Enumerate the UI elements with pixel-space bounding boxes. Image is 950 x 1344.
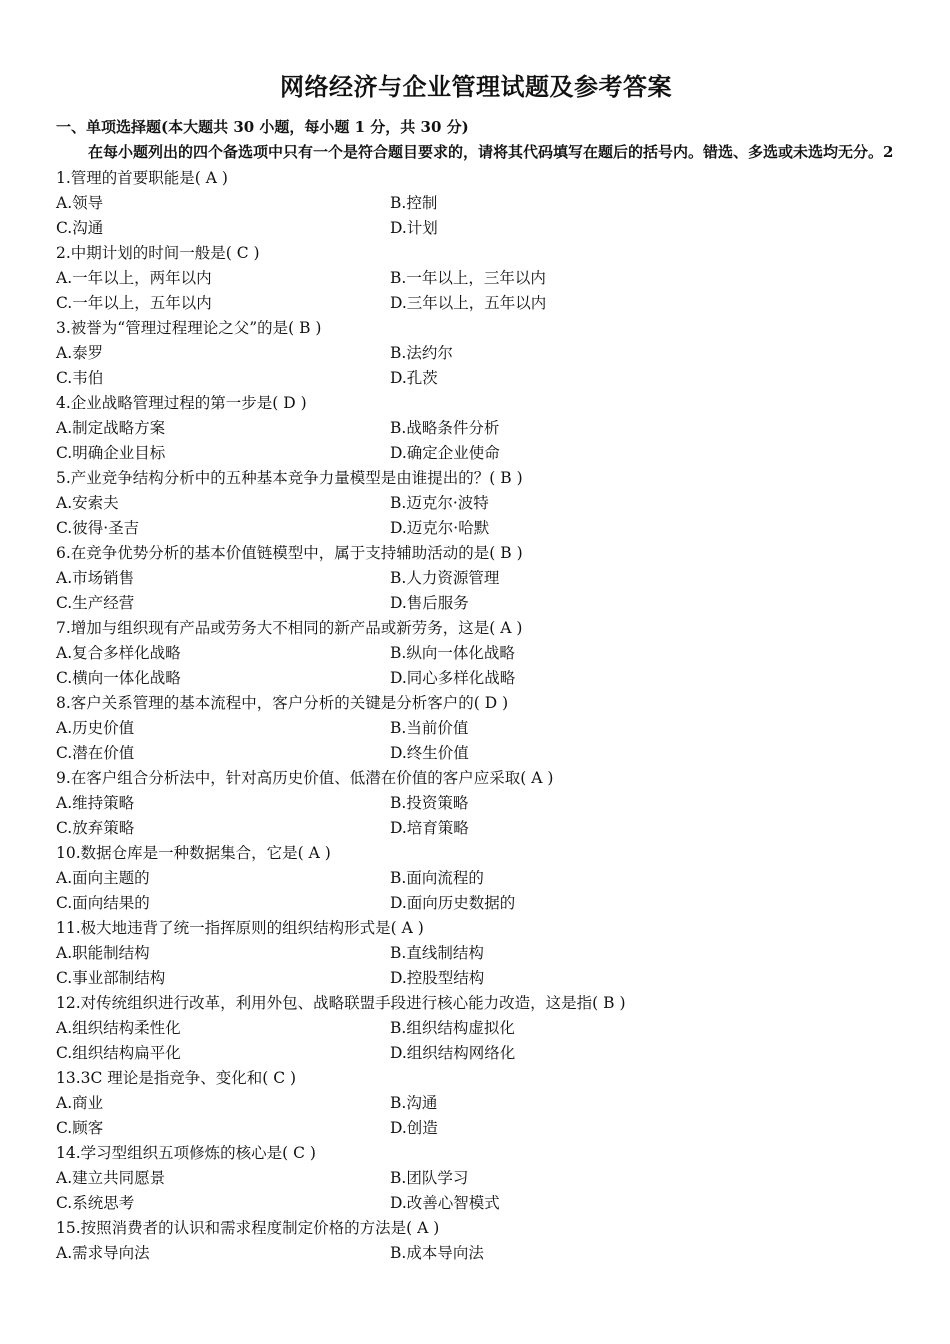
option-row xyxy=(56,441,896,466)
section-heading: 一、单项选择题(本大题共 30 小题，每小题 1 分，共 30 分) xyxy=(56,118,469,136)
option-row xyxy=(56,891,896,916)
option-b: B.团队学习 xyxy=(390,1169,469,1187)
option-row xyxy=(56,816,896,841)
option-row xyxy=(56,341,896,366)
option-b: B.成本导向法 xyxy=(390,1244,484,1262)
option-b: B.迈克尔·波特 xyxy=(390,494,489,512)
option-c: C.系统思考 xyxy=(56,1194,135,1212)
option-a: A.历史价值 xyxy=(56,719,135,737)
option-row xyxy=(56,1166,896,1191)
option-row xyxy=(56,866,896,891)
question-text: 10.数据仓库是一种数据集合，它是( A ) xyxy=(56,844,331,862)
question-item xyxy=(56,466,896,541)
option-d: D.三年以上，五年以内 xyxy=(390,294,547,312)
option-b: B.沟通 xyxy=(390,1094,438,1112)
option-c: C.一年以上，五年以内 xyxy=(56,294,212,312)
option-row xyxy=(56,591,896,616)
option-c: C.韦伯 xyxy=(56,369,104,387)
option-b: B.战略条件分析 xyxy=(390,419,500,437)
option-row xyxy=(56,741,896,766)
option-c: C.放弃策略 xyxy=(56,819,135,837)
option-a: A.制定战略方案 xyxy=(56,419,166,437)
option-b: B.面向流程的 xyxy=(390,869,484,887)
option-row xyxy=(56,491,896,516)
option-a: A.职能制结构 xyxy=(56,944,150,962)
document-title: 网络经济与企业管理试题及参考答案 xyxy=(280,72,672,101)
question-text: 8.客户关系管理的基本流程中，客户分析的关键是分析客户的( D ) xyxy=(56,694,509,712)
option-row xyxy=(56,266,896,291)
option-c: C.沟通 xyxy=(56,219,104,237)
option-c: C.明确企业目标 xyxy=(56,444,166,462)
option-a: A.组织结构柔性化 xyxy=(56,1019,181,1037)
option-a: A.面向主题的 xyxy=(56,869,150,887)
option-row xyxy=(56,516,896,541)
option-row xyxy=(56,416,896,441)
option-d: D.组织结构网络化 xyxy=(390,1044,516,1062)
option-c: C.彼得·圣吉 xyxy=(56,519,140,537)
option-b: B.直线制结构 xyxy=(390,944,484,962)
option-d: D.计划 xyxy=(390,219,438,237)
option-c: C.顾客 xyxy=(56,1119,104,1137)
question-item xyxy=(56,316,896,391)
option-b: B.组织结构虚拟化 xyxy=(390,1019,515,1037)
option-c: C.生产经营 xyxy=(56,594,135,612)
option-row xyxy=(56,566,896,591)
option-a: A.市场销售 xyxy=(56,569,135,587)
question-item xyxy=(56,241,896,316)
question-text: 14.学习型组织五项修炼的核心是( C ) xyxy=(56,1144,316,1162)
option-row xyxy=(56,366,896,391)
option-row xyxy=(56,191,896,216)
question-text: 3.被誉为“管理过程理论之父”的是( B ) xyxy=(56,319,322,337)
option-c: C.事业部制结构 xyxy=(56,969,166,987)
option-c: C.潜在价值 xyxy=(56,744,135,762)
option-d: D.确定企业使命 xyxy=(390,444,500,462)
question-item xyxy=(56,1066,896,1141)
question-text: 15.按照消费者的认识和需求程度制定价格的方法是( A ) xyxy=(56,1219,440,1237)
option-row xyxy=(56,1241,896,1266)
option-a: A.需求导向法 xyxy=(56,1244,150,1262)
question-item xyxy=(56,1216,896,1266)
question-text: 7.增加与组织现有产品或劳务大不相同的新产品或新劳务，这是( A ) xyxy=(56,619,523,637)
option-c: C.面向结果的 xyxy=(56,894,150,912)
option-row xyxy=(56,716,896,741)
question-text: 13.3C 理论是指竞争、变化和( C ) xyxy=(56,1069,297,1087)
option-a: A.安索夫 xyxy=(56,494,119,512)
question-text: 11.极大地违背了统一指挥原则的组织结构形式是( A ) xyxy=(56,919,424,937)
question-item xyxy=(56,841,896,916)
question-item xyxy=(56,916,896,991)
option-row xyxy=(56,1116,896,1141)
option-d: D.面向历史数据的 xyxy=(390,894,516,912)
option-c: C.组织结构扁平化 xyxy=(56,1044,181,1062)
option-a: A.领导 xyxy=(56,194,104,212)
question-text: 12.对传统组织进行改革，利用外包、战略联盟手段进行核心能力改造，这是指( B ) xyxy=(56,994,626,1012)
question-text: 5.产业竞争结构分析中的五种基本竞争力量模型是由谁提出的？( B ) xyxy=(56,469,523,487)
option-row xyxy=(56,216,896,241)
option-row xyxy=(56,1016,896,1041)
question-text: 4.企业战略管理过程的第一步是( D ) xyxy=(56,394,307,412)
option-a: A.商业 xyxy=(56,1094,104,1112)
option-row xyxy=(56,641,896,666)
option-a: A.泰罗 xyxy=(56,344,104,362)
option-b: B.法约尔 xyxy=(390,344,453,362)
question-item xyxy=(56,616,896,691)
option-d: D.终生价值 xyxy=(390,744,469,762)
question-item xyxy=(56,541,896,616)
option-d: D.控股型结构 xyxy=(390,969,485,987)
question-list xyxy=(56,166,896,1266)
option-b: B.一年以上，三年以内 xyxy=(390,269,546,287)
question-item xyxy=(56,391,896,466)
section-instructions: 在每小题列出的四个备选项中只有一个是符合题目要求的，请将其代码填写在题后的括号内。错选、多选或未选均无分。2 xyxy=(88,143,894,161)
question-item xyxy=(56,1141,896,1216)
option-row xyxy=(56,1041,896,1066)
option-d: D.改善心智模式 xyxy=(390,1194,500,1212)
question-text: 2.中期计划的时间一般是( C ) xyxy=(56,244,260,262)
option-b: B.人力资源管理 xyxy=(390,569,500,587)
option-a: A.一年以上，两年以内 xyxy=(56,269,212,287)
question-item xyxy=(56,766,896,841)
option-b: B.当前价值 xyxy=(390,719,469,737)
option-a: A.复合多样化战略 xyxy=(56,644,181,662)
option-row xyxy=(56,1191,896,1216)
option-b: B.纵向一体化战略 xyxy=(390,644,515,662)
question-text: 6.在竞争优势分析的基本价值链模型中，属于支持辅助活动的是( B ) xyxy=(56,544,523,562)
option-d: D.孔茨 xyxy=(390,369,438,387)
option-d: D.售后服务 xyxy=(390,594,469,612)
option-b: B.控制 xyxy=(390,194,438,212)
option-d: D.创造 xyxy=(390,1119,438,1137)
option-d: D.同心多样化战略 xyxy=(390,669,516,687)
option-a: A.维持策略 xyxy=(56,794,135,812)
option-row xyxy=(56,1091,896,1116)
question-text: 1.管理的首要职能是( A ) xyxy=(56,169,228,187)
option-row xyxy=(56,666,896,691)
question-item xyxy=(56,991,896,1066)
option-d: D.迈克尔·哈默 xyxy=(390,519,490,537)
question-text: 9.在客户组合分析法中，针对高历史价值、低潜在价值的客户应采取( A ) xyxy=(56,769,554,787)
option-row xyxy=(56,966,896,991)
option-b: B.投资策略 xyxy=(390,794,469,812)
question-item xyxy=(56,691,896,766)
option-a: A.建立共同愿景 xyxy=(56,1169,166,1187)
option-c: C.横向一体化战略 xyxy=(56,669,181,687)
option-row xyxy=(56,791,896,816)
option-d: D.培育策略 xyxy=(390,819,469,837)
option-row xyxy=(56,941,896,966)
option-row xyxy=(56,291,896,316)
question-item xyxy=(56,166,896,241)
